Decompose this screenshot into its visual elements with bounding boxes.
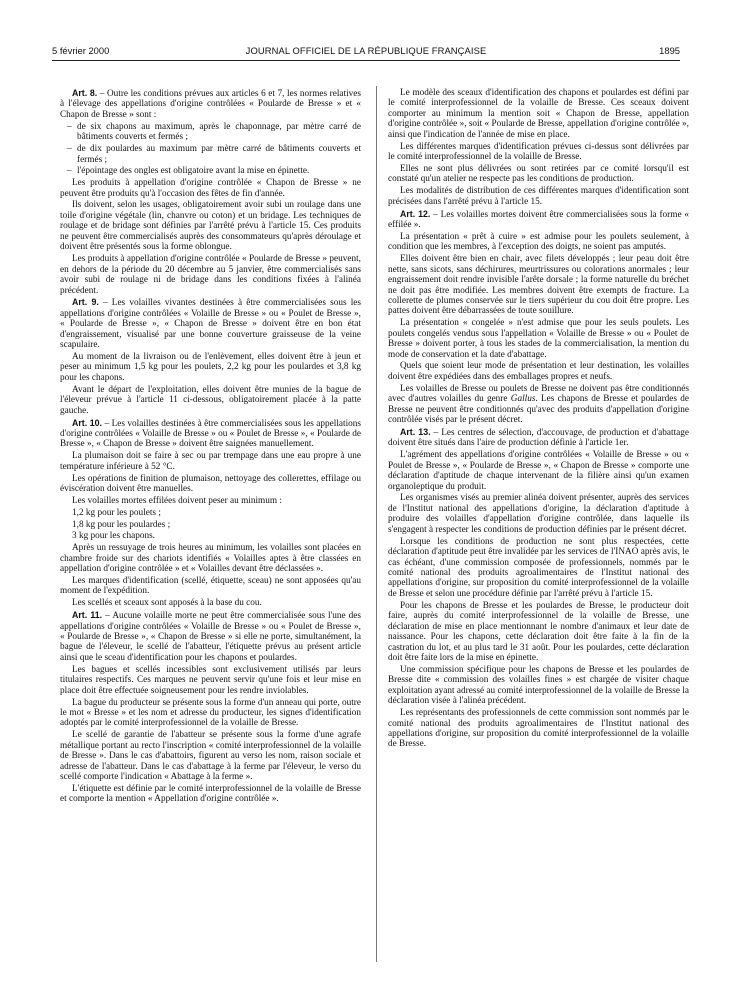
paragraph: Au moment de la livraison ou de l'enlèvement, elles doivent être à jeun et peser au minimum 1,5 kg pour les poulets, 2,2 kg pour les poulardes et 3,8 kg pour les chapons. xyxy=(60,352,361,383)
paragraph: Les modalités de distribution de ces différentes marques d'identification sont précisées dans l'arrêté prévu à l'article 15. xyxy=(388,186,689,207)
article-9-intro: Art. 9. – Les volailles vivantes destinées à être commercialisées sous les appellations d'origine contrôlées « Volaille de Bresse » ou « Poulet de Bresse », « Poularde de Bresse », « Chapon de Bresse » doivent être en bon état d'engraissement, visualisé par une bonne couverture graisseuse de la veine scapulaire. xyxy=(60,297,361,351)
paragraph: Quels que soient leur mode de présentation et leur destination, les volailles doivent être expédiées dans des emballages propres et neufs. xyxy=(388,361,689,382)
paragraph: Les organismes visés au premier alinéa doivent présenter, auprès des services de l'Institut national des appellations d'origine, la déclaration d'aptitude à produire des volailles d'appellation d'origine contrôlée, dans laquelle ils s'engagent à respecter les conditions de production définies par le présent décret. xyxy=(388,493,689,535)
article-12-intro: Art. 12. – Les volailles mortes doivent être commercialisées sous la forme « effilée ». xyxy=(388,208,690,230)
issue-date: 5 février 2000 xyxy=(52,45,110,56)
paragraph: Les représentants des professionnels de cette commission sont nommés par le comité national des produits agroalimentaires de l'Institut national des appellations d'origine, sur proposition du comité interprofessionnel de la volaille de Bresse. xyxy=(388,708,689,750)
list-item: – l'épointage des ongles est obligatoire avant la mise en épinette. xyxy=(67,166,310,177)
paragraph: Les volailles mortes effilées doivent peser au minimum : xyxy=(72,495,282,506)
article-heading: Art. 11. xyxy=(72,610,103,621)
paragraph: Avant le départ de l'exploitation, elles doivent être munies de la bague de l'éleveur prévue à l'article 11 ci-dessous, obligatoirement placée à la patte gauche. xyxy=(60,384,361,416)
paragraph: Les différentes marques d'identification prévues ci-dessus sont délivrées par le comité interprofessionnel de la volaille de Bresse. xyxy=(388,141,689,163)
article-heading: Art. 8. xyxy=(72,88,98,98)
weight-item: 1,8 kg pour les poulardes ; xyxy=(72,519,171,530)
list-item: – de dix poulardes au maximum par mètre carré de bâtiments couverts et fermés ; xyxy=(67,144,361,165)
left-column xyxy=(60,88,361,806)
paragraph: Les scellés et sceaux sont apposés à la base du cou. xyxy=(72,598,262,609)
paragraph: Les produits à appellation d'origine contrôlée « Poularde de Bresse » peuvent, en dehors de la période du 20 décembre au 5 janvier, être commercialisés sans avoir subi de roulage ni de bridage dans les conditions fixées à l'alinéa précédent. xyxy=(60,254,361,296)
page-number: 1895 xyxy=(659,45,680,56)
paragraph: Lorsque les conditions de production ne sont plus respectées, cette déclaration d'aptitude peut être invalidée par les services de l'INAO après avis, le cas échéant, d'une commission composée de professionnels, nommés par le comité national des produits agroalimentaires de l'Institut national des appellations d'origine, sur proposition du comité interprofessionnel de la volaille de Bresse et selon une procédure définie par l'arrêté prévu à l'article 15. xyxy=(388,536,689,599)
paragraph: Une commission spécifique pour les chapons de Bresse et les poulardes de Bresse dite « commission des volailles fines » est chargée de visiter chaque exploitation ayant adressé au comité interprofessionnel de la volaille de Bresse la déclaration visée à l'alinéa précédent. xyxy=(388,664,689,707)
paragraph: Les volailles de Bresse ou poulets de Bresse ne doivent pas être conditionnés avec d'autres volailles du genre Gallus. Les chapons de Bresse et poulardes de Bresse ne peuvent être conditionnés qu'avec des produits d'appellation d'origine contrôlée visés par le présent décret. xyxy=(388,383,689,426)
paragraph: Les opérations de finition de plumaison, nettoyage des collerettes, effilage ou éviscération doivent être manuelles. xyxy=(60,473,361,494)
paragraph: Les marques d'identification (scellé, étiquette, sceau) ne sont apposées qu'au moment de l'expédition. xyxy=(60,575,361,597)
article-heading: Art. 9. xyxy=(72,297,99,308)
paragraph: L'étiquette est définie par le comité interprofessionnel de la volaille de Bresse et comporte la mention « Appellation d'origine contrôlée ». xyxy=(60,783,361,805)
genus-name: Gallus xyxy=(510,394,536,405)
paragraph: Elles ne sont plus délivrées ou sont retirées par ce comité lorsqu'il est constaté qu'un atelier ne respecte pas les conditions de production. xyxy=(388,163,689,185)
paragraph: La bague du producteur se présente sous la forme d'un anneau qui porte, outre le mot « Bresse » et les nom et adresse du producteur, les signes d'identification adoptés par le comité interprofessionnel de la volaille de Bresse. xyxy=(60,697,361,729)
paragraph: Pour les chapons de Bresse et les poulardes de Bresse, le producteur doit faire, auprès du comité interprofessionnel de la volaille de Bresse, une déclaration de mise en place mentionnant le nombre d'animaux et leur date de naissance. Pour les chapons, cette déclaration doit être faite à la fin de la castration du lot, et au plus tard le 31 août. Pour les poulardes, cette déclaration doit être faite lors de la mise en épinette. xyxy=(388,600,689,664)
paragraph: Les bagues et scellés incessibles sont exclusivement utilisés par leurs titulaires respectifs. Ces marques ne peuvent servir qu'une fois et leur mise en place doit être effectuée soigneusement pour les rendre inviolables. xyxy=(60,664,361,696)
article-8-intro: Art. 8. – Outre les conditions prévues aux articles 6 et 7, les normes relatives à l'élevage des appellations d'origine contrôlées « Poularde de Bresse » et « Chapon de Bresse » sont : xyxy=(60,88,361,120)
article-10-intro: Art. 10. – Les volailles destinées à être commercialisées sous les appellations d'origine contrôlées « Volaille de Bresse » ou « Poulet de Bresse », « Poularde de Bresse », « Chapon de Bresse » doivent être saignées manuellement. xyxy=(60,417,361,450)
paragraph: Après un ressuyage de trois heures au minimum, les volailles sont placées en chambre froide sur des chariots identifiés « Volailles aptes à être classées en appellation d'origine contrôlée » et « Volailles devant être déclassées ». xyxy=(60,543,361,575)
right-column xyxy=(388,88,689,751)
weight-item: 3 kg pour les chapons. xyxy=(72,531,155,542)
page-header xyxy=(52,44,680,58)
article-heading: Art. 13. xyxy=(400,426,431,437)
article-11-intro: Art. 11. – Aucune volaille morte ne peut être commercialisée sous l'une des appellations d'origine contrôlées « Volaille de Bresse » ou « Poulet de Bresse », « Poularde de Bresse », « Chapon de Bresse » si elle ne porte, simultanément, la bague de l'éleveur, le scellé de l'abatteur, l'étiquette prévus au présent article ainsi que le sceau d'identification pour les chapons et poulardes. xyxy=(60,610,361,663)
article-heading: Art. 12. xyxy=(400,208,431,219)
paragraph: Le modèle des sceaux d'identification des chapons et poulardes est défini par le comité interprofessionnel de la volaille de Bresse. Ces sceaux doivent comporter au minimum la mention soit « Chapon de Bresse, appellation d'origine contrôlée », soit « Poularde de Bresse, appellation d'origine contrôlée », ainsi que l'indication de l'année de mise en place. xyxy=(388,88,689,140)
journal-title: JOURNAL OFFICIEL DE LA RÉPUBLIQUE FRANÇAISE xyxy=(245,45,487,56)
header-rule xyxy=(52,60,680,61)
paragraph: Elles doivent être bien en chair, avec filets développés ; leur peau doit être nette, sans sicots, sans déchirures, meurtrissures ou colorations anormales ; leur engraissement doit rendre invisible l'arête dorsale ; la forme naturelle du bréchet ne doit pas être modifiée. Les membres doivent être exempts de fracture. La collerette de plumes conservée sur le tiers supérieur du cou doit être propre. Les pattes doivent être débarrassées de toute souillure. xyxy=(388,254,689,317)
paragraph: Ils doivent, selon les usages, obligatoirement avoir subi un roulage dans une toile d'origine végétale (lin, chanvre ou coton) et un bridage. Les techniques de roulage et de bridage sont définies par l'arrêté prévu à l'article 15. Ces produits ne peuvent être commercialisés auprès des consommateurs qu'après déroulage et doivent être présentés sous la forme oblongue. xyxy=(60,200,361,253)
paragraph: La présentation « congelée » n'est admise que pour les seuls poulets. Les poulets congelés vendus sous l'appellation « Volaille de Bresse » ou « Poulet de Bresse » doivent porter, à tous les stades de la commercialisation, la mention du mode de conservation et la date d'abattage. xyxy=(388,318,689,360)
article-13-intro: Art. 13. – Les centres de sélection, d'accouvage, de production et d'abattage doivent être situés dans l'aire de production définie à l'article 1er. xyxy=(388,426,689,449)
paragraph: Les produits à appellation d'origine contrôlée « Chapon de Bresse » ne peuvent être produits qu'à l'occasion des fêtes de fin d'année. xyxy=(60,178,361,199)
article-heading: Art. 10. xyxy=(72,417,102,428)
paragraph: Le scellé de garantie de l'abatteur se présente sous la forme d'une agrafe métallique portant au recto l'inscription « comité interprofessionnel de la volaille de Bresse ». Dans le cas d'abattoirs, figurent au verso les nom, raison sociale et adresse de l'abatteur. Dans le cas d'abattage à la ferme par l'éleveur, le verso du scellé comporte l'indication « Abattage à la ferme ». xyxy=(60,730,361,783)
weight-item: 1,2 kg pour les poulets ; xyxy=(72,507,161,518)
paragraph: La présentation « prêt à cuire » est admise pour les poulets seulement, à condition que les membres, à l'exception des doigts, ne soient pas amputés. xyxy=(388,231,689,253)
paragraph: La plumaison doit se faire à sec ou par trempage dans une eau propre à une température inférieure à 52 °C. xyxy=(60,451,361,472)
list-item: – de six chapons au maximum, après le chaponnage, par mètre carré de bâtiments couverts et fermés ; xyxy=(67,121,361,143)
paragraph: L'agrément des appellations d'origine contrôlées « Volaille de Bresse » ou « Poulet de Bresse », « Poularde de Bresse », « Chapon de Bresse » comporte une déclaration d'aptitude de chaque intervenant de la filière ainsi qu'un examen organoleptique du produit. xyxy=(388,450,689,492)
column-divider xyxy=(376,86,377,962)
